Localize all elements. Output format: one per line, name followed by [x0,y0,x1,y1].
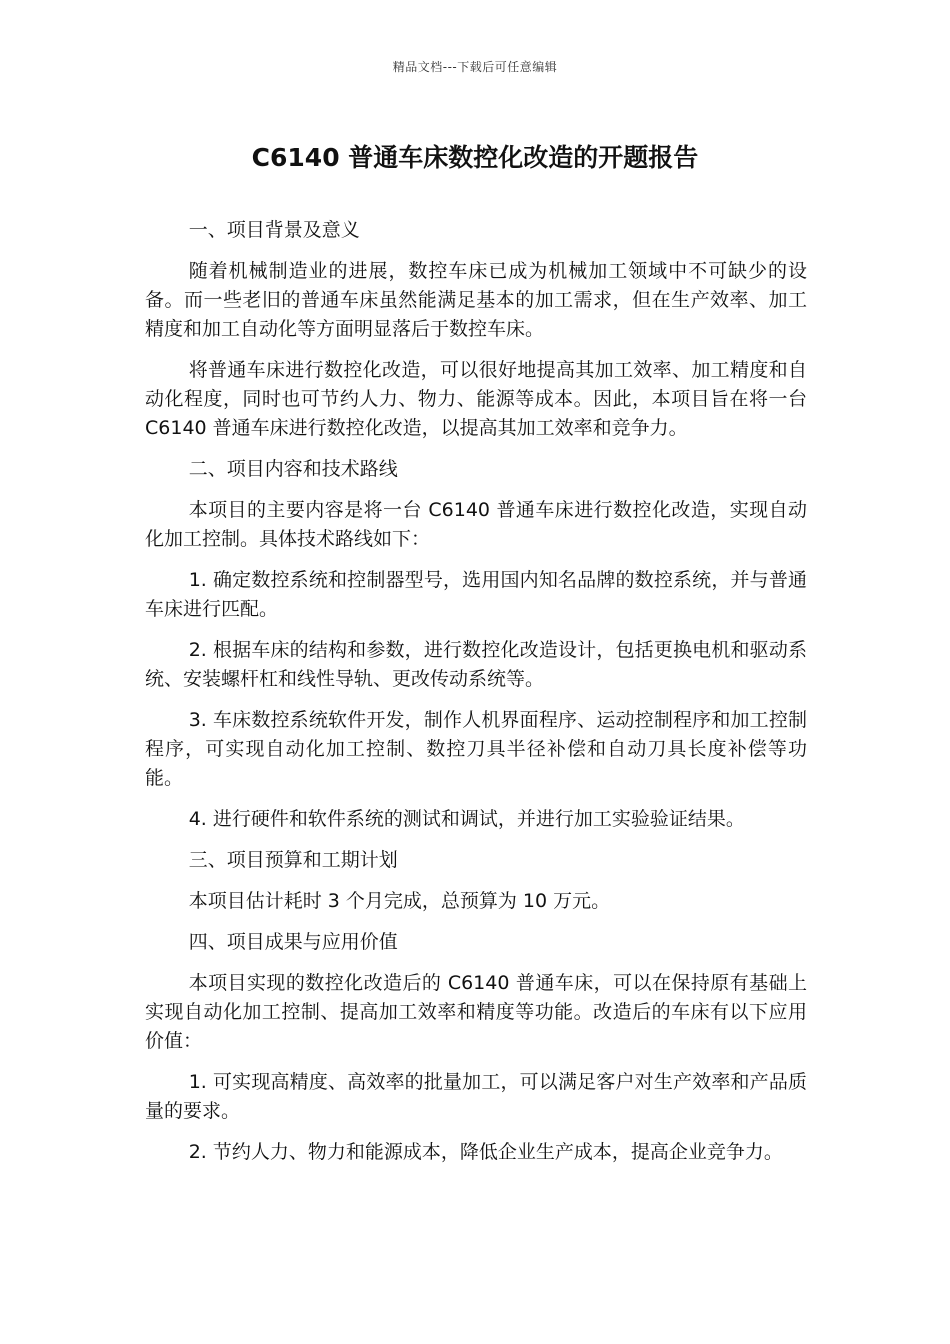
header-note: 精品文档---下载后可任意编辑 [392,60,558,74]
paragraph-route-step-2: 2. 根据车床的结构和参数，进行数控化改造设计，包括更换电机和驱动系统、安装螺杆杠和线性导轨、更改传动系统等。 [145,639,807,690]
section-heading-results: 四、项目成果与应用价值 [188,931,398,953]
paragraph-route-step-1: 1. 确定数控系统和控制器型号，选用国内知名品牌的数控系统，并与普通车床进行匹配。 [145,569,807,620]
paragraph-content-intro: 本项目的主要内容是将一台 C6140 普通车床进行数控化改造，实现自动化加工控制。具体技术路线如下： [145,499,807,550]
paragraph-results-intro: 本项目实现的数控化改造后的 C6140 普通车床，可以在保持原有基础上实现自动化加工控制、提高加工效率和精度等功能。改造后的车床有以下应用价值： [145,972,807,1052]
paragraph-value-2: 2. 节约人力、物力和能源成本，降低企业生产成本，提高企业竞争力。 [188,1141,783,1163]
paragraph-route-step-4: 4. 进行硬件和软件系统的测试和调试，并进行加工实验验证结果。 [188,808,745,830]
paragraph-budget: 本项目估计耗时 3 个月完成，总预算为 10 万元。 [188,890,611,912]
paragraph-background-1: 随着机械制造业的进展，数控车床已成为机械加工领域中不可缺少的设备。而一些老旧的普通车床虽然能满足基本的加工需求，但在生产效率、加工精度和加工自动化等方面明显落后于数控车床。 [145,260,807,340]
document-title: C6140 普通车床数控化改造的开题报告 [251,143,699,172]
paragraph-background-2: 将普通车床进行数控化改造，可以很好地提高其加工效率、加工精度和自动化程度，同时也可节约人力、物力、能源等成本。因此，本项目旨在将一台 C6140 普通车床进行数控化改造，以提高其加工效率和竞争力。 [145,359,807,439]
paragraph-route-step-3: 3. 车床数控系统软件开发，制作人机界面程序、运动控制程序和加工控制程序，可实现自动化加工控制、数控刀具半径补偿和自动刀具长度补偿等功能。 [145,709,807,789]
section-heading-background: 一、项目背景及意义 [188,219,360,241]
document-body [145,216,807,1179]
section-heading-content: 二、项目内容和技术路线 [188,458,398,480]
paragraph-value-1: 1. 可实现高精度、高效率的批量加工，可以满足客户对生产效率和产品质量的要求。 [145,1071,807,1122]
section-heading-budget: 三、项目预算和工期计划 [188,849,398,871]
